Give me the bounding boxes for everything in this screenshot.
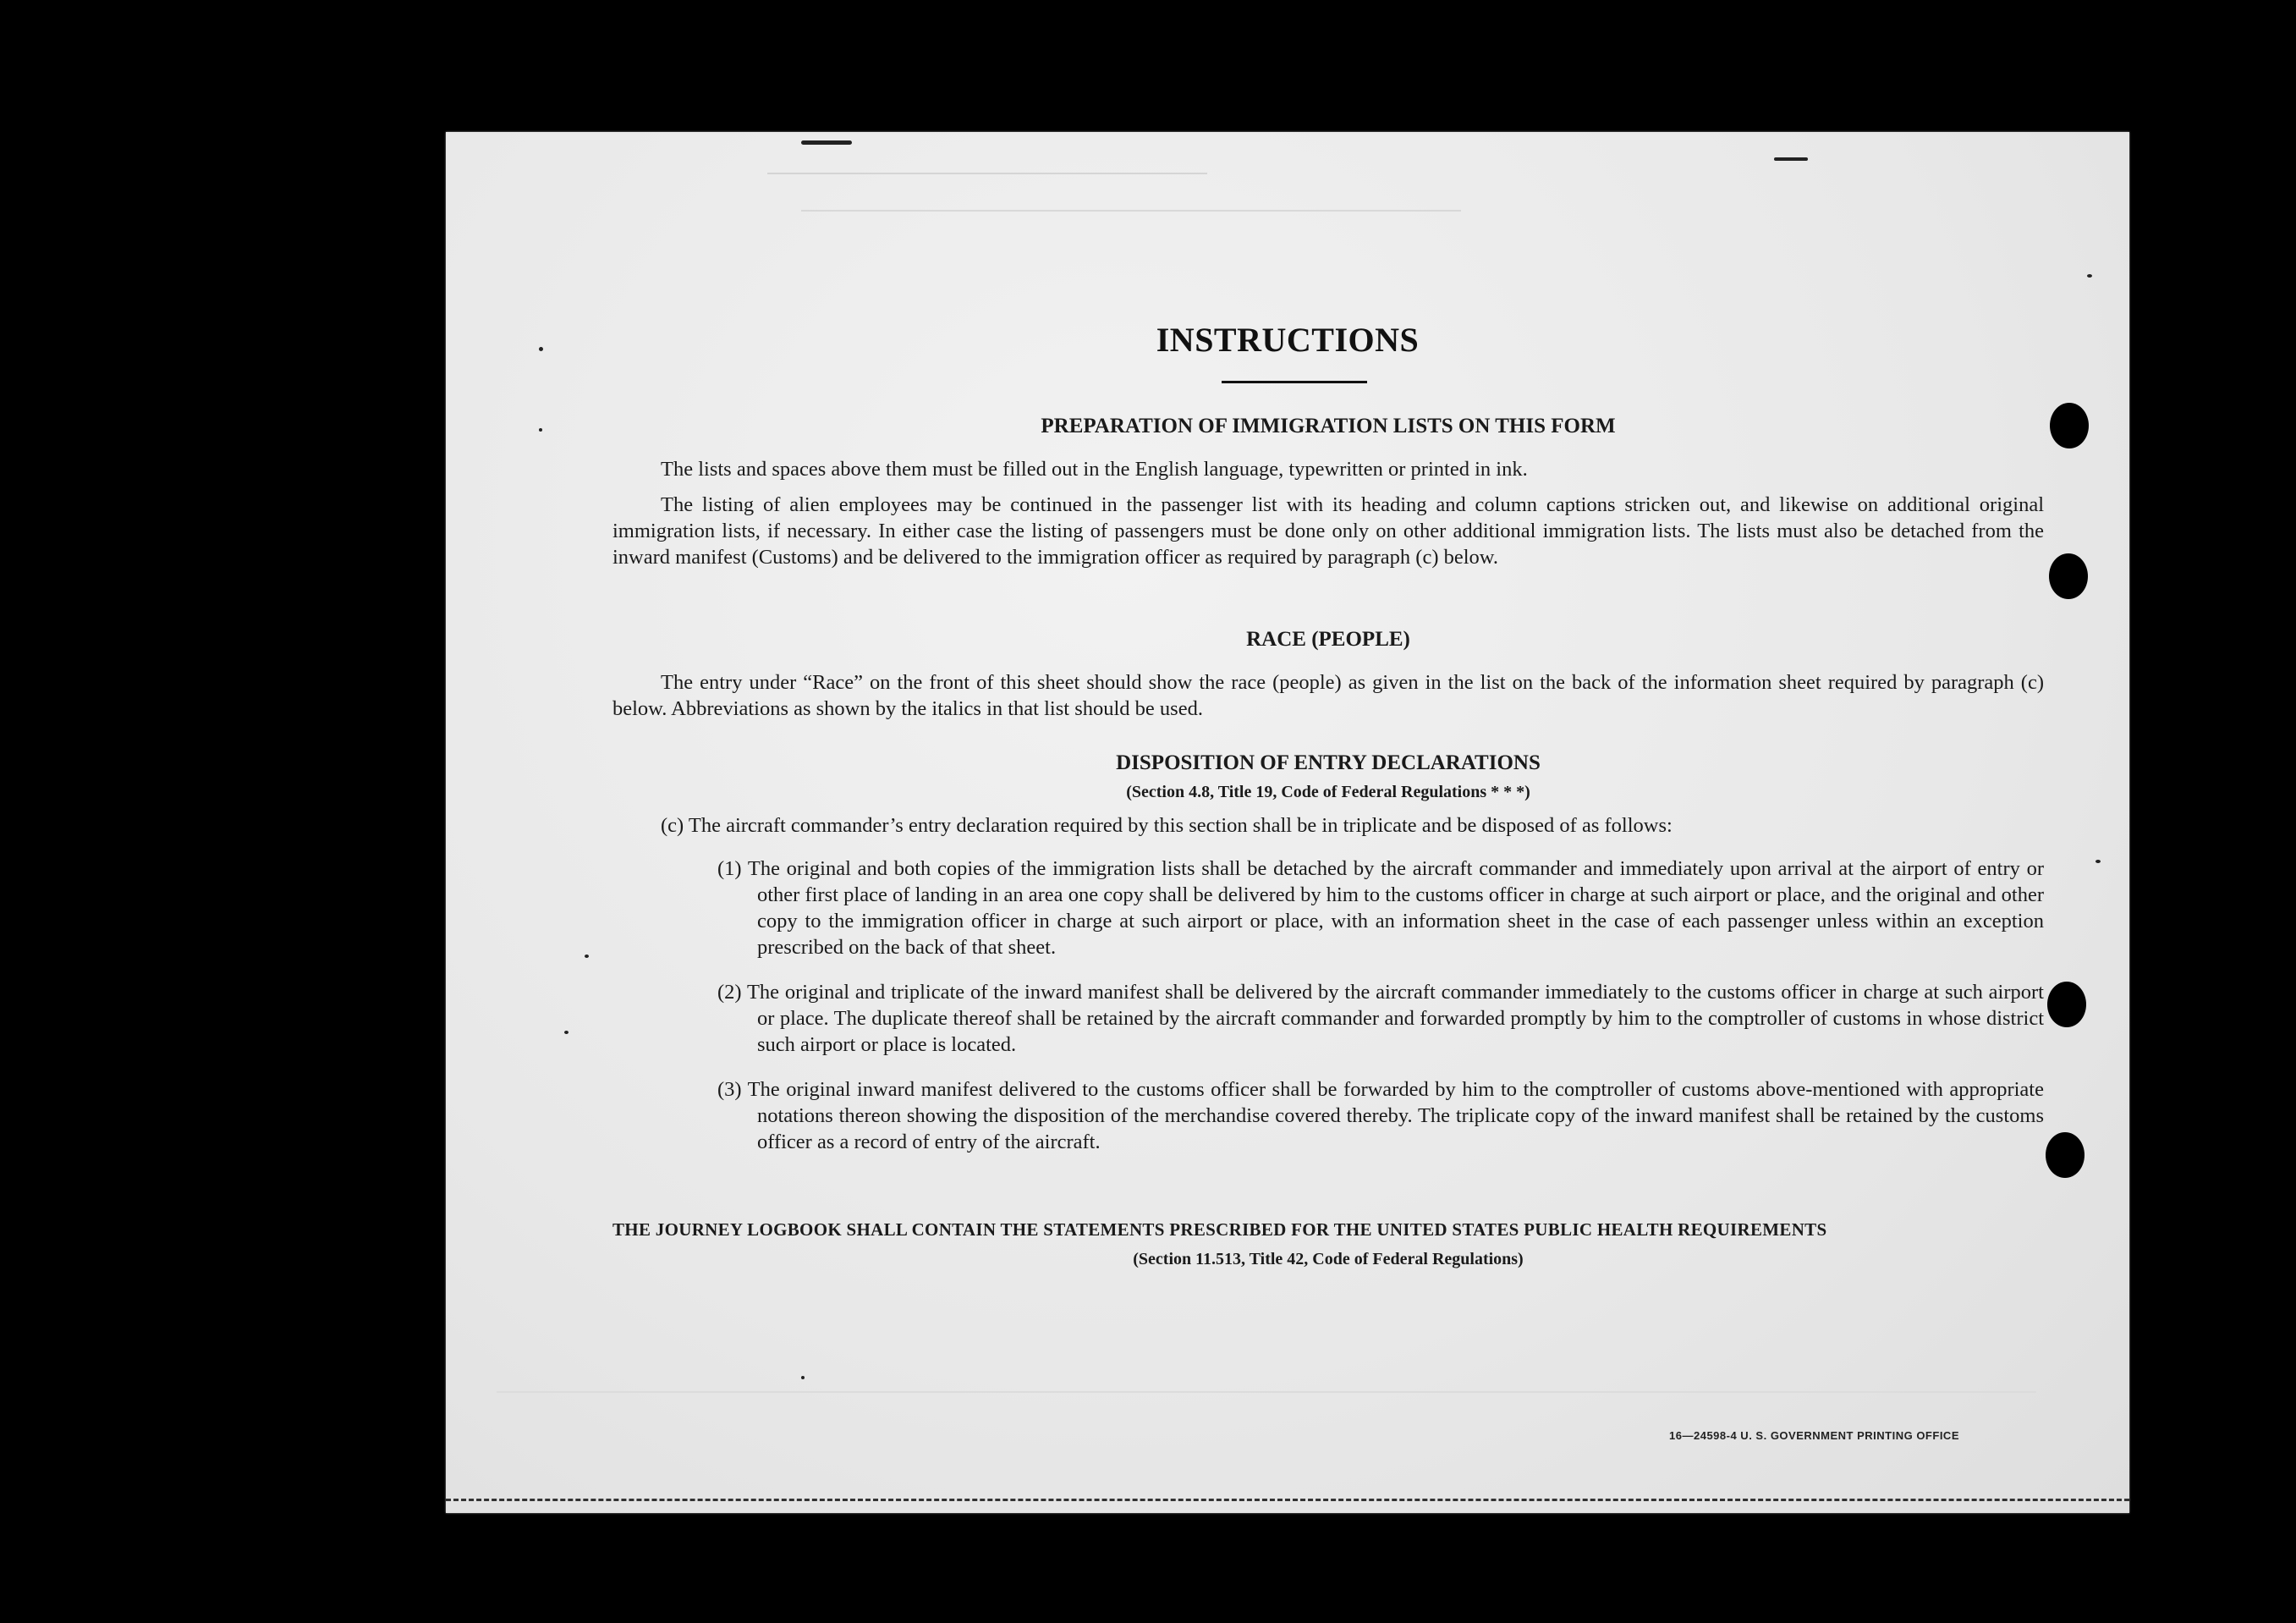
document-page: [446, 132, 2129, 1513]
punch-hole: [2049, 553, 2088, 599]
ink-speck: [801, 1376, 805, 1379]
disposition-section: [612, 750, 2044, 1155]
section-heading: RACE (PEOPLE): [1246, 628, 1410, 651]
section-heading: DISPOSITION OF ENTRY DECLARATIONS: [1116, 751, 1541, 774]
list-item: (1) The original and both copies of the immigration lists shall be detached by the aircraft commander and immediately upon arrival at the airport of entry or other first place of landing in an area one copy shall be delivered by him to the customs officer in charge at such airport or place, and the original and other copy to the immigration officer in charge at such airport or place, with an information sheet in the case of each passenger unless within an exception prescribed on the back of that sheet.: [717, 857, 2044, 959]
clause-c: (c) The aircraft commander’s entry declaration required by this section shall be in triplicate and be disposed of as follows:: [661, 814, 1673, 837]
race-section: [612, 626, 2044, 722]
bleed-through-text: [497, 1384, 2036, 1407]
punch-hole: [2046, 1132, 2085, 1178]
paragraph: The listing of alien employees may be continued in the passenger list with its heading and column captions stricken out, and likewise on additional original immigration lists, if necessary. In either case the listing of passengers must be done only on other additional immigration lists. The lists must also be detached from the inward manifest (Customs) and be delivered to the immigration officer as required by paragraph (c) below.: [612, 493, 2044, 569]
paragraph: The lists and spaces above them must be filled out in the English language, typewritten or printed in ink.: [661, 458, 1528, 481]
perforated-edge: [446, 1499, 2129, 1513]
punch-hole: [2047, 982, 2086, 1027]
bleed-through-text: [767, 166, 1207, 189]
punch-hole: [2050, 403, 2089, 448]
bleed-through-text: [801, 203, 1461, 226]
ink-speck: [539, 347, 543, 351]
ink-speck: [801, 140, 852, 145]
list-item: (2) The original and triplicate of the inward manifest shall be delivered by the aircraft commander immediately to the customs officer in charge at such airport or place. The duplicate thereof shall be retained by the aircraft commander and forwarded promptly by him to the comptroller of customs in whose district such airport or place is located.: [717, 981, 2044, 1056]
ink-speck: [1774, 157, 1808, 161]
section-heading: PREPARATION OF IMMIGRATION LISTS ON THIS FORM: [1041, 415, 1616, 437]
list-item: (3) The original inward manifest delivered to the customs officer shall be forwarded by him to the comptroller of customs above-mentioned with appropriate notations thereon showing the disposition of the merchandise covered thereby. The triplicate copy of the inward manifest shall be retained by the customs officer as a record of entry of the aircraft.: [717, 1078, 2044, 1153]
health-section: [612, 1217, 2044, 1273]
ink-speck: [564, 1031, 569, 1034]
preparation-section: [612, 413, 2044, 570]
ink-speck: [585, 955, 589, 958]
section-heading: THE JOURNEY LOGBOOK SHALL CONTAIN THE STATEMENTS PRESCRIBED FOR THE UNITED STATES PUBLIC HEALTH REQUIREMENTS: [612, 1219, 1827, 1240]
ink-speck: [2096, 860, 2101, 863]
paragraph: The entry under “Race” on the front of this sheet should show the race (people) as given in the list on the back of the information sheet required by paragraph (c) below. Abbreviations as shown by the italics in that list should be used.: [612, 671, 2044, 720]
section-subheading: (Section 4.8, Title 19, Code of Federal Regulations * * *): [1126, 783, 1530, 801]
section-subheading: (Section 11.513, Title 42, Code of Federal Regulations): [1133, 1250, 1524, 1268]
title-underline: [1222, 381, 1367, 383]
ink-speck: [2087, 274, 2092, 278]
printing-office-imprint: 16—24598-4 U. S. GOVERNMENT PRINTING OFFICE: [1669, 1429, 1959, 1442]
page-title: INSTRUCTIONS: [1156, 321, 1420, 359]
ink-speck: [539, 428, 542, 432]
